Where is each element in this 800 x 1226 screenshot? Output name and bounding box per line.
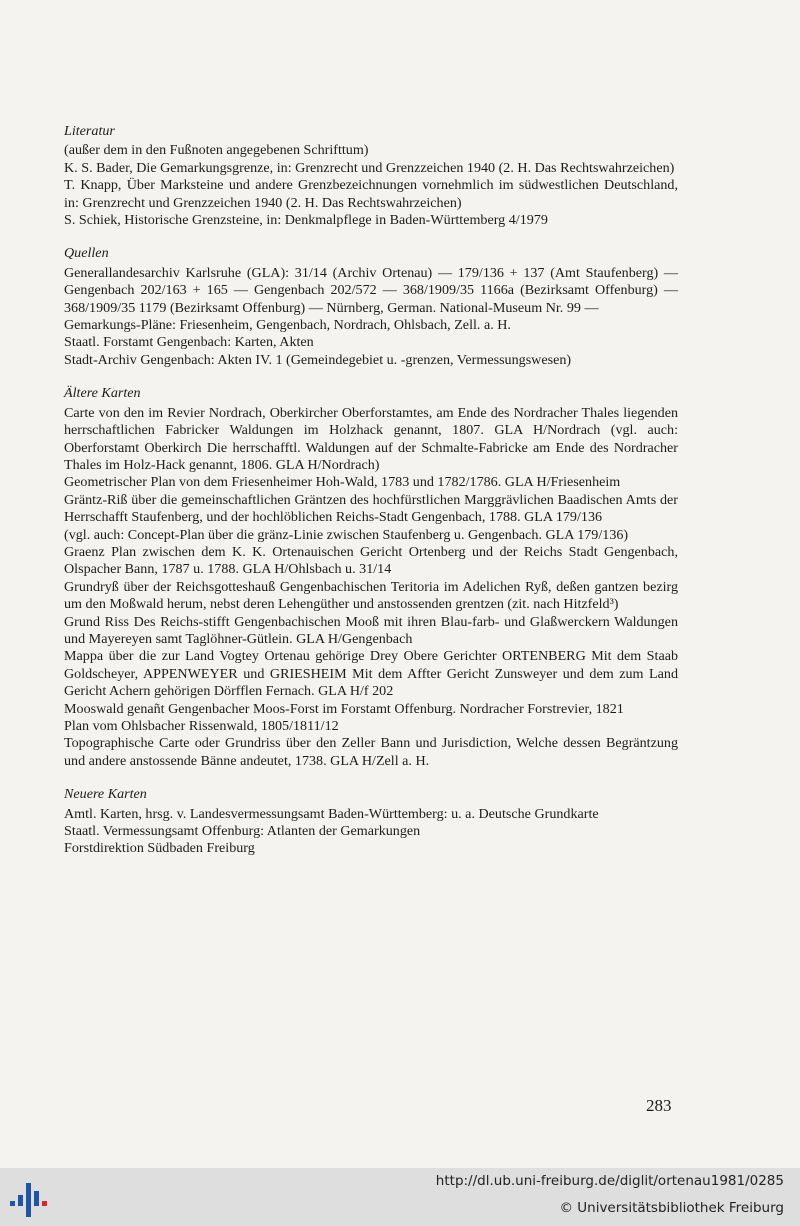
section-heading: Neuere Karten: [64, 786, 147, 803]
bibliography-entry: Topographische Carte oder Grundriss über den Zeller Bann und Jurisdiction, Welche dessen Begräntzung und andere anstossende Bänne andeutet, 1738. GLA H/Zell a. H.: [64, 735, 678, 769]
bibliography-entry: Carte von den im Revier Nordrach, Oberkircher Oberforstamtes, am Ende des Nordracher Thales liegenden herrschaftlichen Fabricker Waldungen im Holzhack genannt, 1807. GLA H/Nordrach (vgl. auch: Oberforstamt Oberkirch Die herrschafftl. Waldungen auf der Schmalte-Fabricke am Ende des Nordracher Thales im Holz-Hack genannt, 1806. GLA H/Nordrach): [64, 404, 678, 473]
section-2: [64, 385, 678, 770]
bibliography-entry: Forstdirektion Südbaden Freiburg: [64, 840, 255, 857]
bibliography-entry: Amtl. Karten, hrsg. v. Landesvermessungsamt Baden-Württemberg: u. a. Deutsche Grundkarte: [64, 805, 599, 822]
bibliography-entry: Gräntz-Riß über die gemeinschaftlichen Gräntzen des hochfürstlichen Marggrävlichen Baadischen Amts der Herrschafft Staufenberg, und der hochlöblichen Reichs-Stadt Gengenbach, 1788. GLA 179/136: [64, 491, 678, 526]
bibliography-entry: T. Knapp, Über Marksteine und andere Grenzbezeichnungen vornehmlich im südwestlichen Deutschland, in: Grenzrecht und Grenzzeichen 1940 (2. H. Das Rechtswahrzeichen): [64, 177, 678, 211]
section-1: [64, 245, 678, 369]
bibliography-entry: S. Schiek, Historische Grenzsteine, in: Denkmalpflege in Baden-Württemberg 4/1979: [64, 212, 548, 229]
bibliography-entry: Mooswald genañt Gengenbacher Moos-Forst im Forstamt Offenburg. Nordracher Forstrevier, 1821: [64, 700, 624, 717]
footer-bar: [0, 1168, 800, 1226]
ub-freiburg-logo-icon[interactable]: [8, 1177, 52, 1219]
section-3: [64, 786, 678, 858]
section-heading: Literatur: [64, 123, 115, 139]
bibliography-entry: Stadt-Archiv Gengenbach: Akten IV. 1 (Gemeindegebiet u. -grenzen, Vermessungswesen): [64, 351, 572, 368]
copyright-notice: © Universitätsbibliothek Freiburg: [559, 1200, 784, 1216]
bibliography-entry: Gemarkungs-Pläne: Friesenheim, Gengenbach, Nordrach, Ohlsbach, Zell. a. H.: [64, 317, 511, 334]
page-number: 283: [646, 1096, 672, 1115]
bibliography-entry: Geometrischer Plan von dem Friesenheimer Hoh-Wald, 1783 und 1782/1786. GLA H/Friesenheim: [64, 474, 621, 491]
source-url-link[interactable]: http://dl.ub.uni-freiburg.de/diglit/ortenau1981/0285: [435, 1173, 784, 1189]
bibliography-entry: (vgl. auch: Concept-Plan über die gränz-Linie zwischen Staufenberg u. Gengenbach. GLA 179/136): [64, 526, 629, 543]
section-0: [64, 123, 678, 229]
bibliography-entry: Plan vom Ohlsbacher Rissenwald, 1805/1811/12: [64, 718, 339, 734]
bibliography-content: [64, 123, 678, 858]
bibliography-entry: Staatl. Vermessungsamt Offenburg: Atlanten der Gemarkungen: [64, 823, 421, 840]
section-heading: Quellen: [64, 245, 109, 262]
bibliography-entry: Mappa über die zur Land Vogtey Ortenau gehörige Drey Obere Gerichter ORTENBERG Mit dem Staab Goldscheyer, APPENWEYER und GRIESHEIM Mit dem Affter Gericht Zunsweyer und dem zum Land Gericht Achern gehörigen Dörfflen Fernach. GLA H/f 202: [64, 648, 678, 700]
bibliography-entry: K. S. Bader, Die Gemarkungsgrenze, in: Grenzrecht und Grenzzeichen 1940 (2. H. Das Rechtswahrzeichen): [64, 159, 675, 176]
section-heading: Ältere Karten: [64, 385, 141, 402]
bibliography-entry: Graenz Plan zwischen dem K. K. Ortenauischen Gericht Ortenberg und der Reichs Stadt Gengenbach, Olspacher Bann, 1787 u. 1788. GLA H/Ohlsbach u. 31/14: [64, 543, 678, 578]
bibliography-entry: (außer dem in den Fußnoten angegebenen Schrifttum): [64, 142, 369, 159]
bibliography-entry: Grundryß über der Reichsgotteshauß Gengenbachischen Teritoria im Adelichen Ryß, deßen gantzen bezirg um den Moßwald herum, nebst deren Lehengüther und anstossenden grentzen (zit. nach Hitzfeld³): [64, 578, 678, 613]
bibliography-entry: Staatl. Forstamt Gengenbach: Karten, Akten: [64, 334, 314, 351]
bibliography-entry: Generallandesarchiv Karlsruhe (GLA): 31/14 (Archiv Ortenau) — 179/136 + 137 (Amt Staufenberg) — Gengenbach 202/163 + 165 — Gengenbach 202/572 — 368/1909/35 1166a (Bezirksamt Offenburg) — 368/1909/35 1179 (Bezirksamt Offenburg) — Nürnberg, German. National-Museum Nr. 99 —: [64, 264, 678, 316]
bibliography-entry: Grund Riss Des Reichs-stifft Gengenbachischen Mooß mit ihren Blau-farb- und Glaßwerckern Waldungen und Mayereyen samt Taglöhner-Gütlein. GLA H/Gengenbach: [64, 613, 678, 647]
